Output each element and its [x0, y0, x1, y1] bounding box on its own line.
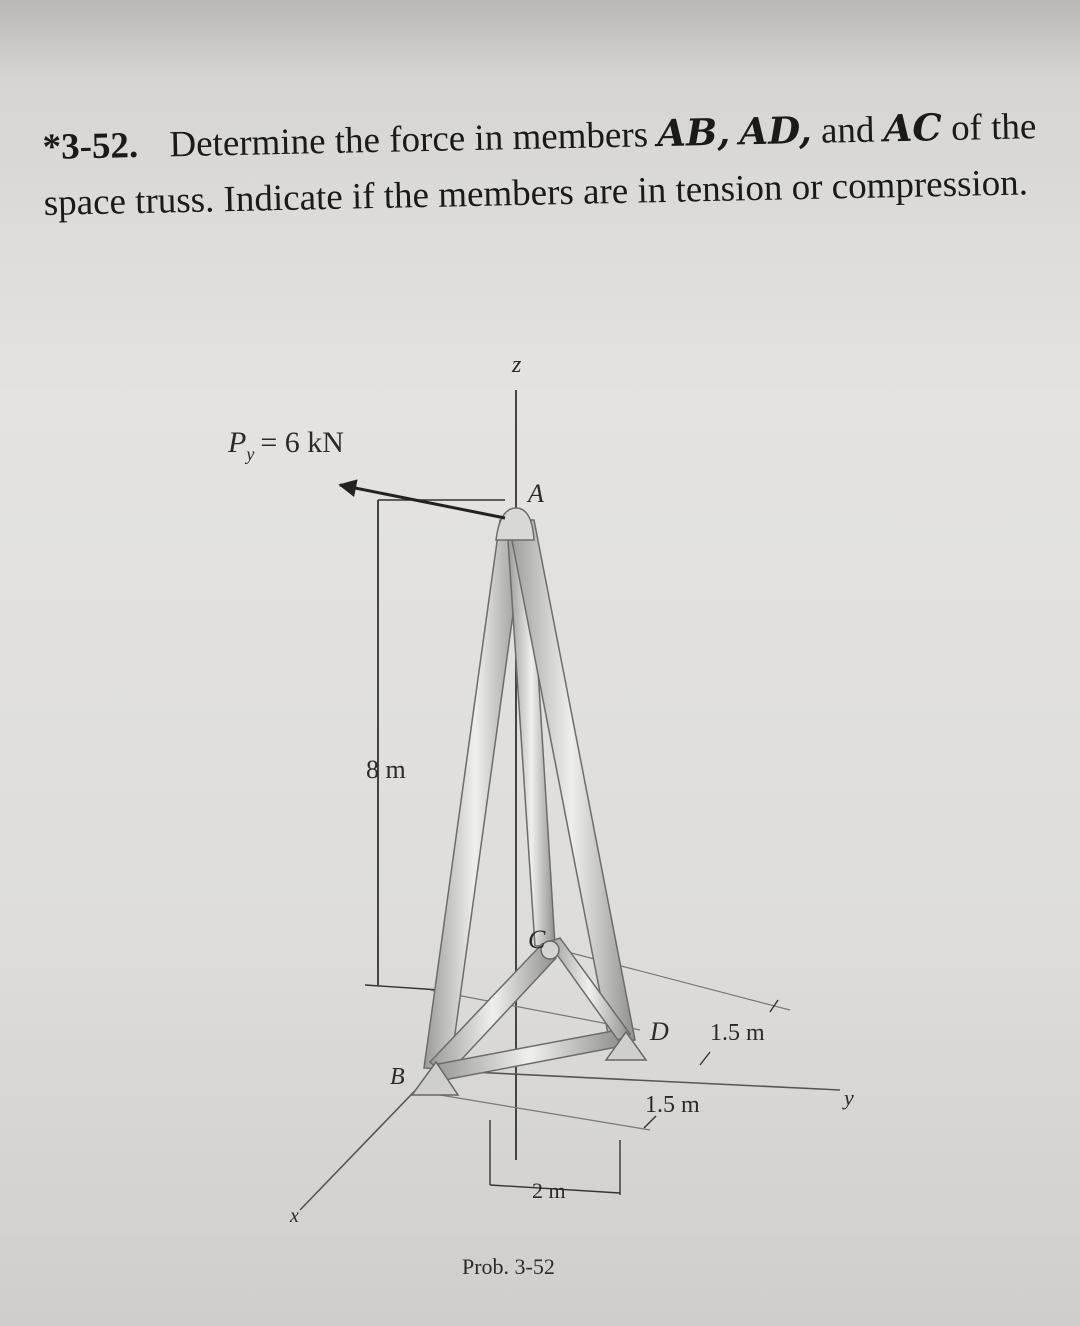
width-dim-label: 2 m	[532, 1178, 566, 1203]
axis-z-label: z	[512, 352, 522, 378]
problem-text-part1: Determine the force in members	[168, 114, 649, 166]
ground-line-front	[440, 1095, 650, 1130]
point-c-label: C	[528, 925, 546, 954]
dim-d-y-label: 1.5 m	[710, 1020, 765, 1046]
member-ac: AC	[883, 105, 943, 151]
y-axis	[430, 1070, 840, 1090]
member-ad: AD,	[738, 107, 813, 154]
dim-d-x-label: 1.5 m	[645, 1092, 700, 1118]
problem-text-part2: of the space truss. Indicate if the members are in tension or compression.	[43, 106, 1037, 224]
force-label: $P_y = 6$ kN	[228, 426, 344, 464]
height-label: 8 m	[366, 755, 406, 784]
member-ab: AB,	[656, 109, 731, 156]
force-arrow	[340, 485, 505, 518]
axis-y-label: y	[844, 1085, 854, 1110]
joint-a	[496, 508, 534, 540]
d-dim-slash-2	[700, 1052, 710, 1065]
figure-caption: Prob. 3-52	[462, 1254, 555, 1279]
height-dim-tick-bottom	[365, 985, 440, 990]
axis-x-label: x	[290, 1205, 299, 1227]
problem-text-and: and	[820, 109, 875, 152]
point-b-label: B	[390, 1064, 405, 1090]
point-a-label: A	[528, 479, 544, 508]
problem-number: *3-52.	[42, 124, 139, 168]
point-d-label: D	[650, 1017, 669, 1046]
